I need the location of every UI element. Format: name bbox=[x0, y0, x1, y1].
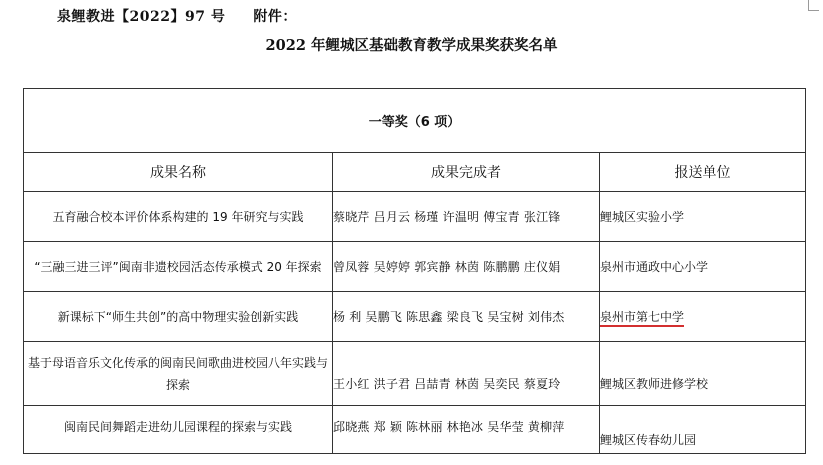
table-row bbox=[24, 292, 806, 342]
page-corner-mark bbox=[808, 0, 819, 11]
achievement-name-cell bbox=[24, 406, 333, 454]
column-header-unit: 报送单位 bbox=[600, 153, 806, 192]
document-number: 泉鲤教进【2022】97 号 bbox=[57, 9, 226, 25]
submitting-unit: 鲤城区实验小学 bbox=[600, 192, 806, 242]
table-row bbox=[24, 192, 806, 242]
achievement-authors: 邱晓燕 郑 颖 陈林丽 林艳冰 吴华莹 黄柳萍 bbox=[333, 420, 565, 434]
achievement-name: 基于母语音乐文化传承的闽南民间歌曲进校园八年实践与探索 bbox=[24, 342, 333, 406]
column-header-authors: 成果完成者 bbox=[333, 153, 600, 192]
achievement-authors: 王小红 洪子君 吕喆青 林茵 吴奕民 蔡夏玲 bbox=[333, 377, 561, 391]
achievement-name: 闽南民间舞蹈走进幼儿园课程的探索与实践 bbox=[63, 419, 292, 434]
document-title: 2022 年鲤城区基础教育教学成果奖获奖名单 bbox=[265, 37, 558, 54]
achievement-authors-cell bbox=[333, 342, 600, 406]
table-row bbox=[24, 406, 806, 454]
submitting-unit: 鲤城区教师进修学校 bbox=[600, 377, 709, 391]
table-header-row bbox=[24, 153, 806, 192]
attachment-label: 附件： bbox=[253, 9, 297, 25]
prize-level-row bbox=[24, 89, 806, 153]
submitting-unit-cell bbox=[600, 342, 806, 406]
achievement-authors-cell bbox=[333, 406, 600, 454]
achievement-name: 五育融合校本评价体系构建的 19 年研究与实践 bbox=[24, 192, 333, 242]
achievement-name: 新课标下“师生共创”的高中物理实验创新实践 bbox=[24, 292, 333, 342]
submitting-unit-cell bbox=[600, 406, 806, 454]
table-row bbox=[24, 342, 806, 406]
prize-level: 一等奖（6 项） bbox=[24, 89, 806, 153]
awards-table bbox=[23, 88, 806, 454]
submitting-unit: 泉州市通政中心小学 bbox=[600, 242, 806, 292]
submitting-unit: 泉州市第七中学 bbox=[600, 310, 684, 327]
column-header-name: 成果名称 bbox=[24, 153, 333, 192]
achievement-authors: 蔡晓芹 吕月云 杨瑾 许温明 傅宝青 张江锋 bbox=[333, 192, 600, 242]
submitting-unit-cell bbox=[600, 292, 806, 342]
achievement-authors: 杨 利 吴鹏飞 陈思鑫 梁良飞 吴宝树 刘伟杰 bbox=[333, 292, 600, 342]
submitting-unit: 鲤城区传春幼儿园 bbox=[600, 433, 697, 447]
table-row bbox=[24, 242, 806, 292]
achievement-authors: 曾凤蓉 吴婷婷 郭宾静 林茵 陈鹏鹏 庄仪娟 bbox=[333, 242, 600, 292]
achievement-name: “三融三进三评”闽南非遗校园活态传承模式 20 年探索 bbox=[24, 242, 333, 292]
document-number-line bbox=[57, 6, 297, 26]
